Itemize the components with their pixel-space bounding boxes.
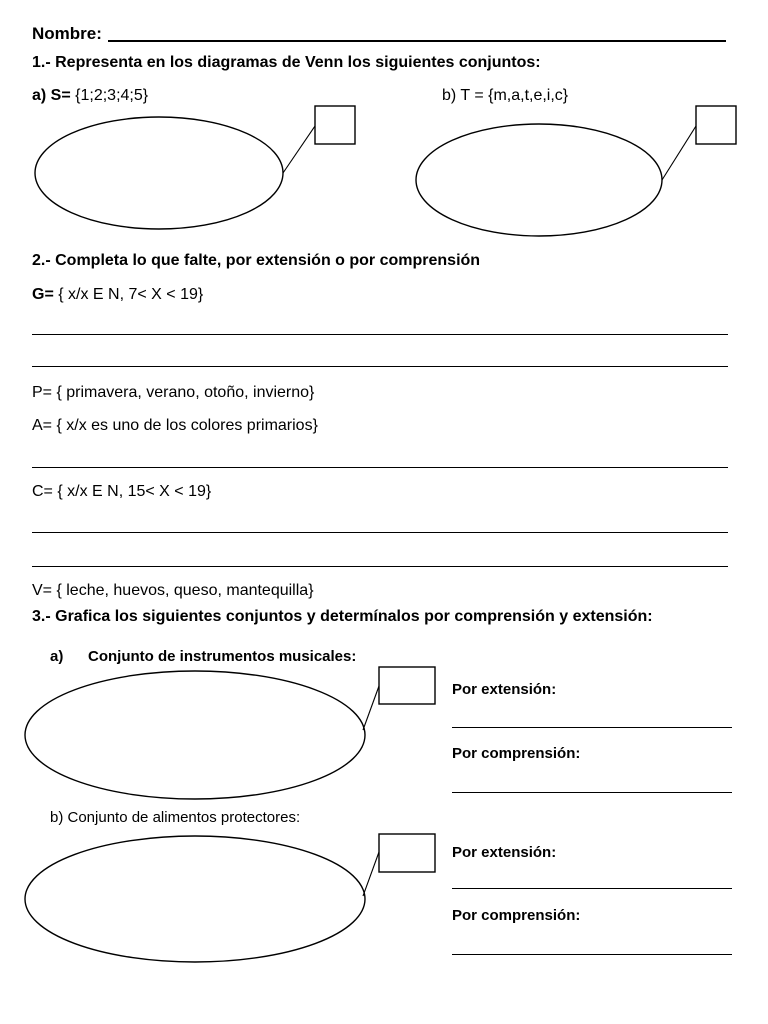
q2-c-set: C= { x/x E N, 15< X < 19} [32, 483, 212, 500]
answer-line-foods-comprension[interactable] [452, 954, 732, 955]
q2-g-prefix: G= [32, 286, 54, 303]
q3-a-label: Conjunto de instrumentos musicales: [88, 648, 357, 665]
q3-b-label: b) Conjunto de alimentos protectores: [50, 809, 301, 826]
answer-line-foods-extension[interactable] [452, 888, 732, 889]
q1-title: 1.- Representa en los diagramas de Venn los siguientes conjuntos: [32, 54, 541, 71]
q2-g-set: { x/x E N, 7< X < 19} [53, 286, 204, 303]
q3-a-comprension-label: Por comprensión: [452, 745, 581, 762]
q1-a-prefix: a) S= [32, 87, 71, 104]
q3-b-extension-label: Por extensión: [452, 844, 557, 861]
q1-b-label: b) T = {m,a,t,e,i,c} [442, 87, 569, 104]
q2-v-set: V= { leche, huevos, queso, mantequilla} [32, 582, 314, 599]
q1-a-set: {1;2;3;4;5} [70, 87, 149, 104]
answer-line-instruments-comprension[interactable] [452, 792, 732, 793]
universe-box-foods[interactable] [379, 834, 435, 872]
q3-title: 3.- Grafica los siguientes conjuntos y determínalos por comprensión y extensión: [32, 608, 653, 625]
connector-line-foods [363, 852, 379, 896]
q2-p-set: P= { primavera, verano, otoño, invierno} [32, 384, 315, 401]
q3-b-comprension-label: Por comprensión: [452, 907, 581, 924]
name-label: Nombre: [32, 24, 102, 43]
venn-ellipse-foods[interactable] [25, 836, 365, 962]
q3-a-marker: a) [50, 648, 64, 665]
universe-box-instruments[interactable] [379, 667, 435, 704]
connector-line-instruments [363, 686, 379, 730]
q2-a-set: A= { x/x es uno de los colores primarios} [32, 417, 318, 434]
q3-a-extension-label: Por extensión: [452, 681, 557, 698]
answer-line-instruments-extension[interactable] [452, 727, 732, 728]
q2-title: 2.- Completa lo que falte, por extensión o por comprensión [32, 252, 481, 269]
venn-ellipse-instruments[interactable] [25, 671, 365, 799]
